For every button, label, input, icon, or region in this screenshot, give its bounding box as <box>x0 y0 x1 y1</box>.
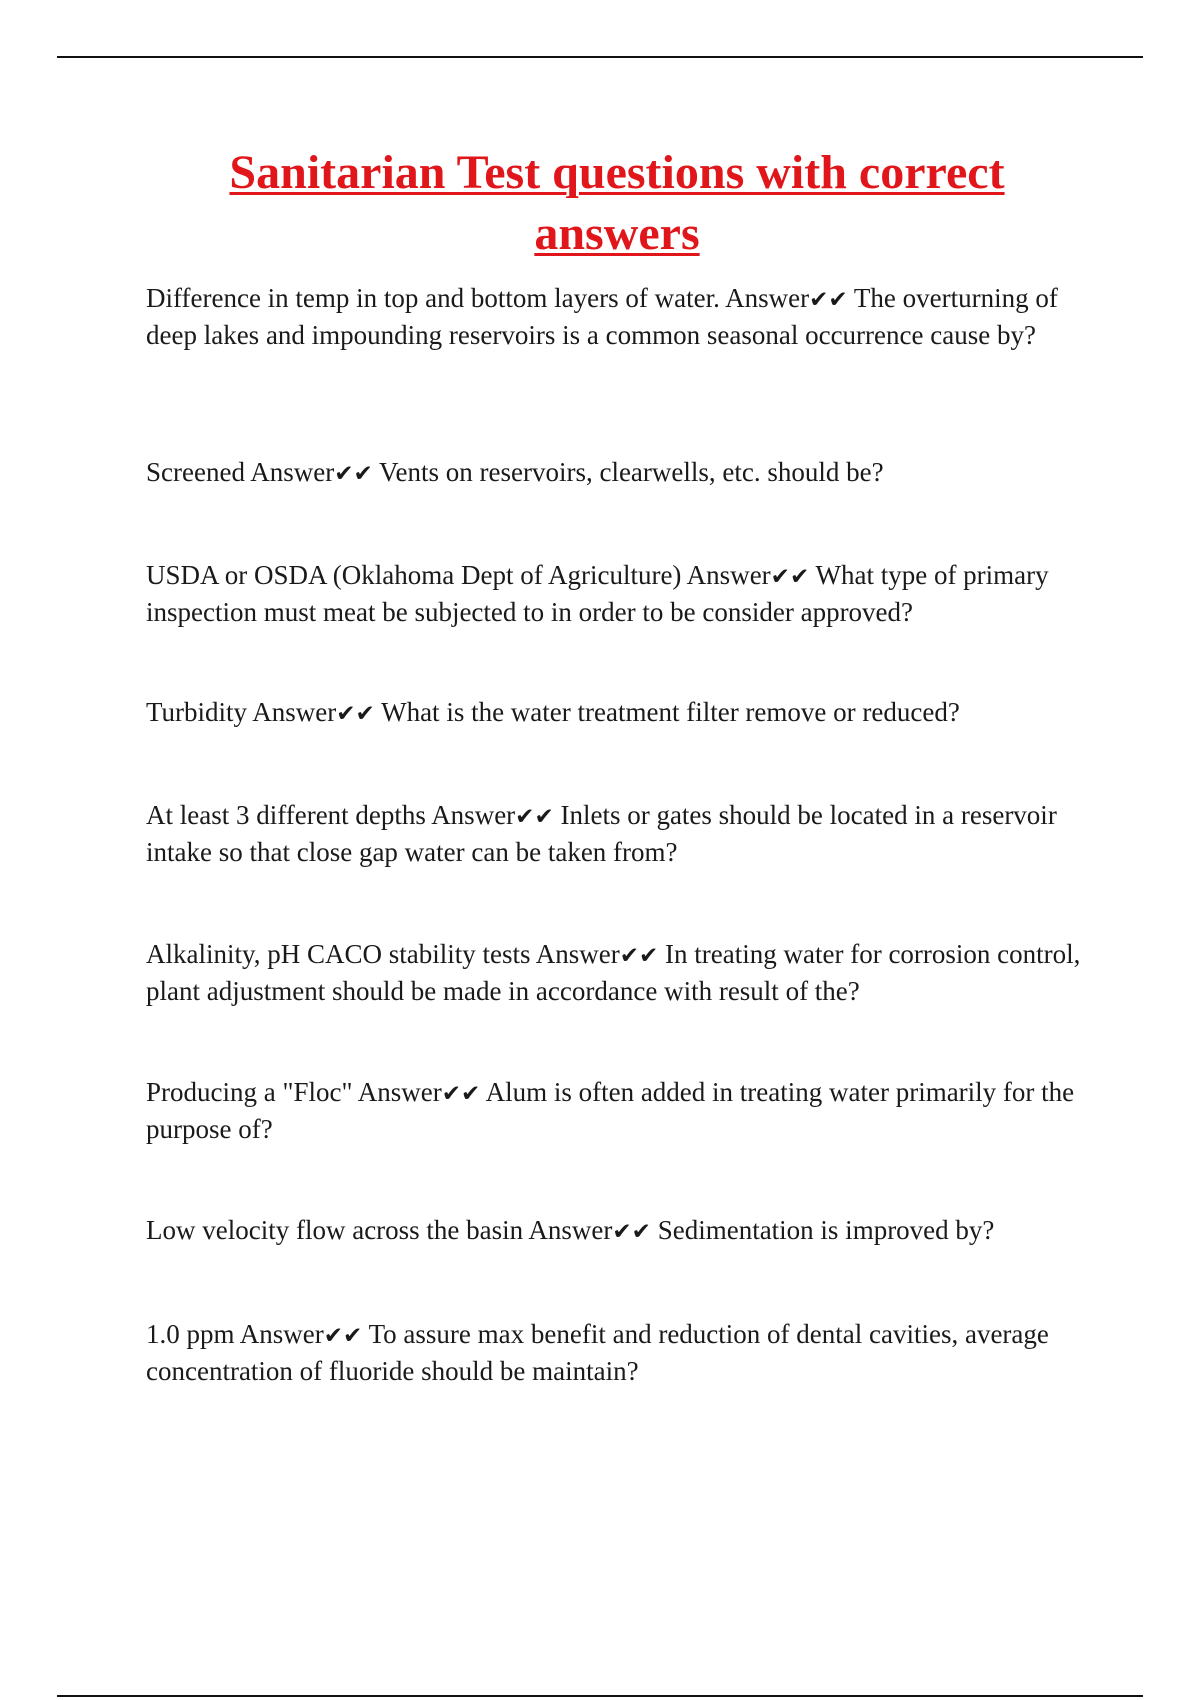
qa-question: To assure max benefit and reduction of dental cavities, average concentration of fluoride should be maintain? <box>146 1319 1049 1386</box>
qa-item-6 <box>146 937 1088 1009</box>
qa-answer: Producing a "Floc" Answer <box>146 1077 442 1107</box>
qa-answer: Turbidity Answer <box>146 697 337 727</box>
qa-item-3 <box>146 558 1088 630</box>
double-check-icon: ✔✔ <box>619 943 659 969</box>
double-check-icon: ✔✔ <box>441 1081 481 1107</box>
double-check-icon: ✔✔ <box>612 1219 651 1245</box>
qa-question: The overturning of deep lakes and impounding reservoirs is a common seasonal occurrence cause by? <box>146 283 1058 350</box>
qa-question: Sedimentation is improved by? <box>657 1215 995 1245</box>
qa-question: In treating water for corrosion control, plant adjustment should be made in accordance with result of the? <box>146 939 1081 1006</box>
qa-answer: Screened Answer <box>146 457 335 487</box>
qa-question: What type of primary inspection must meat be subjected to in order to be consider approved? <box>146 560 1049 627</box>
qa-question: Alum is often added in treating water primarily for the purpose of? <box>146 1077 1075 1144</box>
qa-answer: Low velocity flow across the basin Answer <box>146 1215 613 1245</box>
qa-answer: At least 3 different depths Answer <box>146 800 516 830</box>
double-check-icon: ✔✔ <box>323 1323 363 1349</box>
qa-item-5 <box>146 798 1088 870</box>
double-check-icon: ✔✔ <box>334 461 373 487</box>
double-check-icon: ✔✔ <box>809 287 848 313</box>
qa-item-9 <box>146 1317 1088 1389</box>
qa-item-1 <box>146 281 1088 353</box>
double-check-icon: ✔✔ <box>770 564 810 590</box>
document-title: Sanitarian Test questions with correct answers <box>229 146 1005 260</box>
qa-item-4 <box>146 695 1088 732</box>
qa-question: What is the water treatment filter remove or reduced? <box>381 697 960 727</box>
qa-question: Vents on reservoirs, clearwells, etc. should be? <box>379 457 884 487</box>
qa-answer: 1.0 ppm Answer <box>146 1319 324 1349</box>
qa-item-2 <box>146 455 1088 492</box>
qa-item-8 <box>146 1213 1088 1250</box>
qa-answer: Difference in temp in top and bottom layers of water. Answer <box>146 283 810 313</box>
bottom-rule <box>57 1695 1143 1697</box>
qa-question: Inlets or gates should be located in a reservoir intake so that close gap water can be taken from? <box>146 800 1057 867</box>
top-rule <box>57 56 1143 58</box>
double-check-icon: ✔✔ <box>515 804 554 830</box>
qa-answer: USDA or OSDA (Oklahoma Dept of Agriculture) Answer <box>146 560 771 590</box>
double-check-icon: ✔✔ <box>336 701 375 727</box>
qa-answer: Alkalinity, pH CACO stability tests Answer <box>146 939 620 969</box>
qa-item-7 <box>146 1075 1088 1147</box>
